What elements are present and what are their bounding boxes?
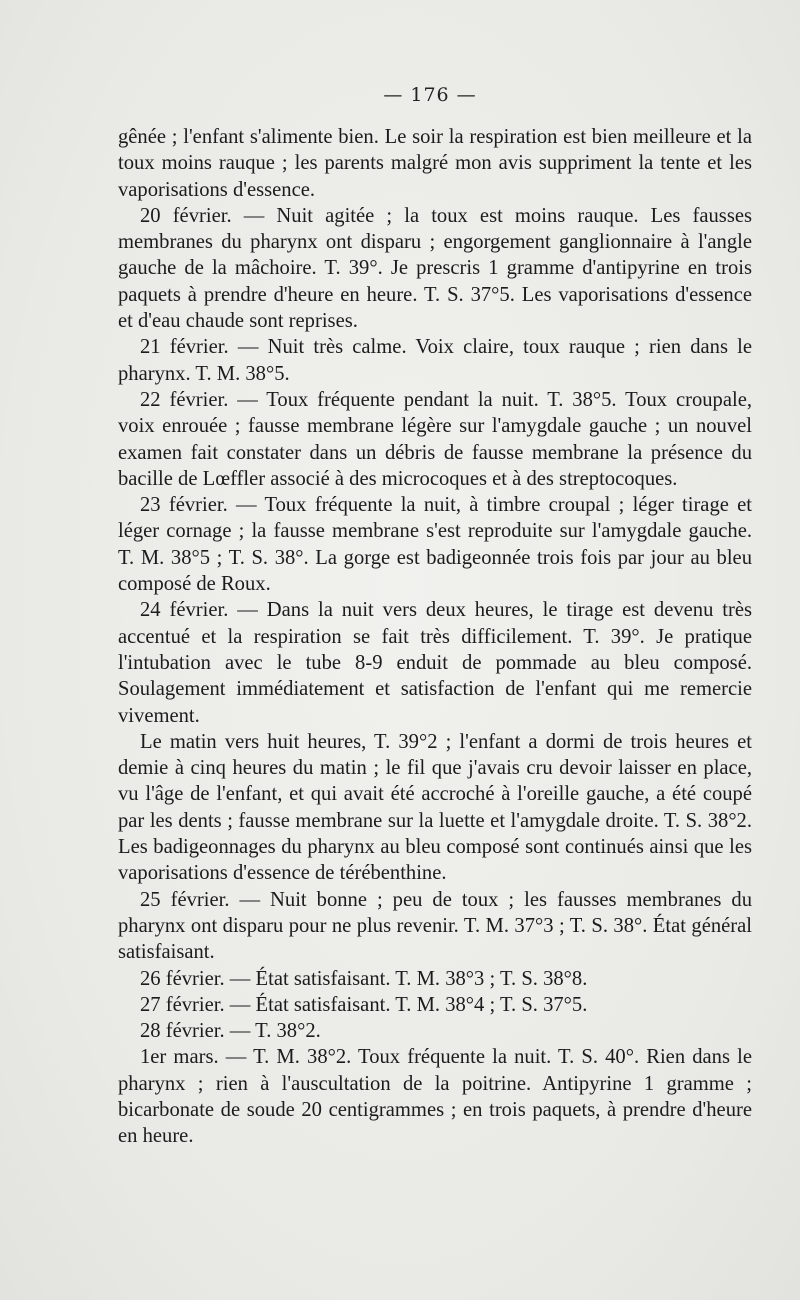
paragraph-continuation: gênée ; l'enfant s'alimente bien. Le soir la respiration est bien meilleure et la toux moins rauque ; les parents malgré mon avis suppriment la tente et les vaporisations d'essence. — [118, 126, 752, 201]
paragraph-20-fevrier: 20 février. — Nuit agitée ; la toux est moins rauque. Les fausses membranes du pharynx ont disparu ; engorgement ganglionnaire à l'angle gauche de la mâchoire. T. 39°. Je prescris 1 gramme d'antipyrine en trois paquets à prendre d'heure en heure. T. S. 37°5. Les vaporisations d'essence et d'eau chaude sont reprises. — [118, 204, 752, 333]
paragraph-21-fevrier: 21 février. — Nuit très calme. Voix claire, toux rauque ; rien dans le pharynx. T. M. 38°5. — [118, 336, 752, 385]
paragraph-27-fevrier: 27 février. — État satisfaisant. T. M. 38°4 ; T. S. 37°5. — [140, 993, 588, 1016]
page-number: — 176 — — [383, 84, 477, 106]
paragraph-1er-mars: 1er mars. — T. M. 38°2. Toux fréquente la nuit. T. S. 40°. Rien dans le pharynx ; rien à l'auscultation de la poitrine. Antipyrine 1 gramme ; bicarbonate de soude 20 centigrammes ; en trois paquets, à prendre d'heure en heure. — [118, 1046, 752, 1148]
paragraph-22-fevrier: 22 février. — Toux fréquente pendant la nuit. T. 38°5. Toux croupale, voix enrouée ; fausse membrane légère sur l'amygdale gauche ; un nouvel examen fait constater dans un débris de fausse membrane la présence du bacille de Lœffler associé à des microcoques et à des streptocoques. — [118, 388, 752, 490]
paragraph-24-fevrier: 24 février. — Dans la nuit vers deux heures, le tirage est devenu très accentué et la respiration se fait très difficilement. T. 39°. Je pratique l'intubation avec le tube 8-9 enduit de pommade au bleu composé. Soulagement immédiatement et satisfaction de l'enfant qui me remercie vivement. — [118, 599, 752, 727]
paragraph-23-fevrier: 23 février. — Toux fréquente la nuit, à timbre croupal ; léger tirage et léger cornage ; la fausse membrane s'est reproduite sur l'amygdale gauche. T. M. 38°5 ; T. S. 38°. La gorge est badigeonnée trois fois par jour au bleu composé de Roux. — [118, 494, 752, 596]
paragraph-28-fevrier: 28 février. — T. 38°2. — [140, 1020, 321, 1043]
paragraph-25-fevrier: 25 février. — Nuit bonne ; peu de toux ; les fausses membranes du pharynx ont disparu pour ne plus revenir. T. M. 37°3 ; T. S. 38°. État général satisfaisant. — [118, 888, 752, 964]
paragraph-26-fevrier: 26 février. — État satisfaisant. T. M. 38°3 ; T. S. 38°8. — [140, 967, 588, 990]
body-text — [118, 124, 752, 1150]
paragraph-matin: Le matin vers huit heures, T. 39°2 ; l'enfant a dormi de trois heures et demie à cinq heures du matin ; le fil que j'avais cru devoir laisser en place, vu l'âge de l'enfant, et qui avait été accroché à l'oreille gauche, a été coupé par les dents ; fausse membrane sur la luette et l'amygdale droite. T. S. 38°2. Les badigeonnages du pharynx au bleu composé sont continués ainsi que les vaporisations d'essence de térébenthine. — [118, 730, 752, 885]
